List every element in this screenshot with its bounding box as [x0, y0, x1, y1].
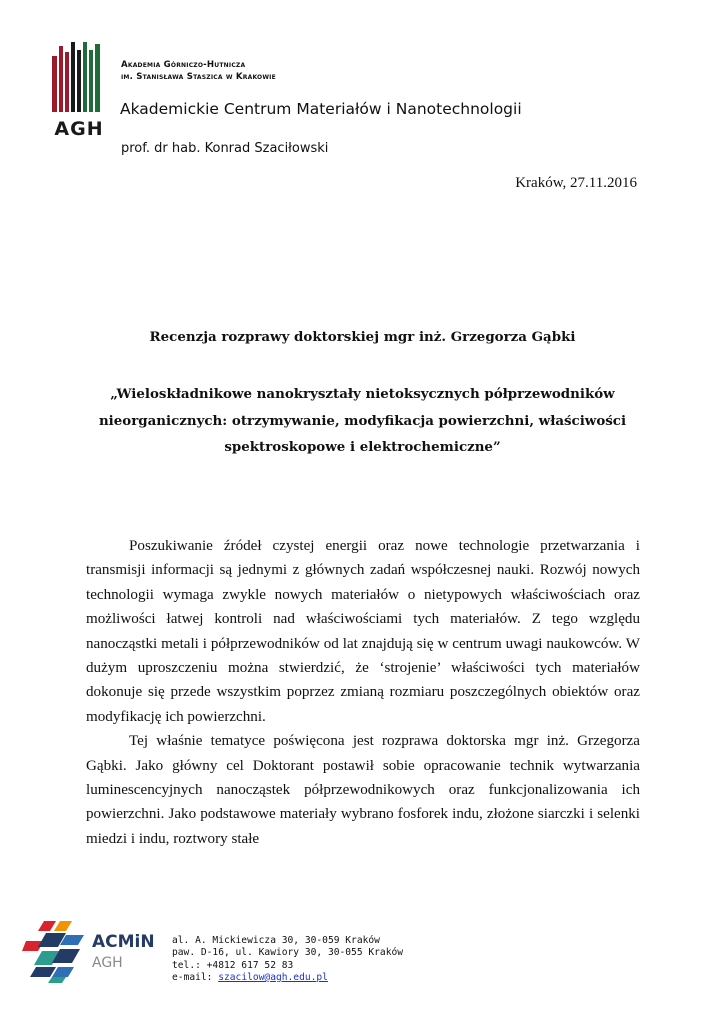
- footer-address-2: paw. D-16, ul. Kawiory 30, 30-055 Kraków: [172, 947, 404, 959]
- footer-email-label: e-mail:: [172, 971, 213, 983]
- footer-address-1: al. A. Mickiewicza 30, 30-059 Kraków: [172, 935, 380, 946]
- body-paragraph-2: Tej właśnie tematyce poświęcona jest rozprawa doktorska mgr inż. Grzegorza Gąbki. Jako główny cel Doktorant postawił sobie opracowanie technik wytwarzania luminescencyjnych nanocząstek półprzewodnikowych oraz funkcjonalizowania ich powierzchni. Jako podstawowe materiały wybrano fosforek indu, złożone siarczki i selenki miedzi i indu, roztwory stałe: [86, 733, 640, 847]
- acmin-logo-icon: [22, 919, 156, 983]
- agh-logo-text: AGH: [54, 118, 104, 140]
- professor-name: prof. dr hab. Konrad Szaciłowski: [121, 141, 329, 156]
- footer-phone: tel.: +4812 617 52 83: [172, 959, 294, 971]
- dissertation-title-line2: nieorganicznych: otrzymywanie, modyfikacja powierzchni, właściwości: [98, 412, 627, 429]
- footer-contact: [172, 935, 403, 984]
- university-name: [121, 59, 276, 83]
- centre-name: Akademickie Centrum Materiałów i Nanotechnologii: [120, 100, 522, 118]
- footer-email-link[interactable]: szacilow@agh.edu.pl: [218, 971, 328, 983]
- body-paragraph-1: Poszukiwanie źródeł czystej energii oraz nowe technologie przetwarzania i transmisji informacji są jednymi z głównych zadań współczesnej nauki. Rozwój nowych technologii wymaga zwykle nowych materiałów o nietypowych właściwościach oraz możliwości łatwej kontroli nad właściwościami tych materiałów. Z tego względu nanocząstki metali i półprzewodników od lat znajdują się w centrum uwagi naukowców. W dużym uproszczeniu można stwierdzić, że ‘strojenie’ właściwości tych materiałów dokonuje się przede wszystkim poprzez zmianą rozmiaru poszczególnych obiektów oraz modyfikację ich powierzchni.: [86, 538, 640, 725]
- agh-logo-stripes: [52, 42, 100, 112]
- date-line: Kraków, 27.11.2016: [515, 175, 637, 191]
- acmin-logo-title: ACMiN: [92, 932, 155, 952]
- acmin-logo-subtitle: AGH: [92, 955, 123, 971]
- dissertation-title: [85, 381, 640, 461]
- university-name-line1: Akademia Górniczo-Hutnicza: [121, 60, 246, 70]
- acmin-logo-mark: [22, 921, 84, 983]
- dissertation-title-line1: „Wieloskładnikowe nanokryształy nietoksycznych półprzewodników: [110, 386, 615, 402]
- agh-logo-icon: [48, 40, 110, 140]
- university-name-line2: im. Stanisława Staszica w Krakowie: [121, 72, 276, 82]
- review-title: Recenzja rozprawy doktorskiej mgr inż. Grzegorza Gąbki: [149, 329, 576, 345]
- body-text: [86, 534, 640, 851]
- dissertation-title-line3: spektroskopowe i elektrochemiczne”: [224, 439, 501, 455]
- footer-email-row: [172, 972, 403, 984]
